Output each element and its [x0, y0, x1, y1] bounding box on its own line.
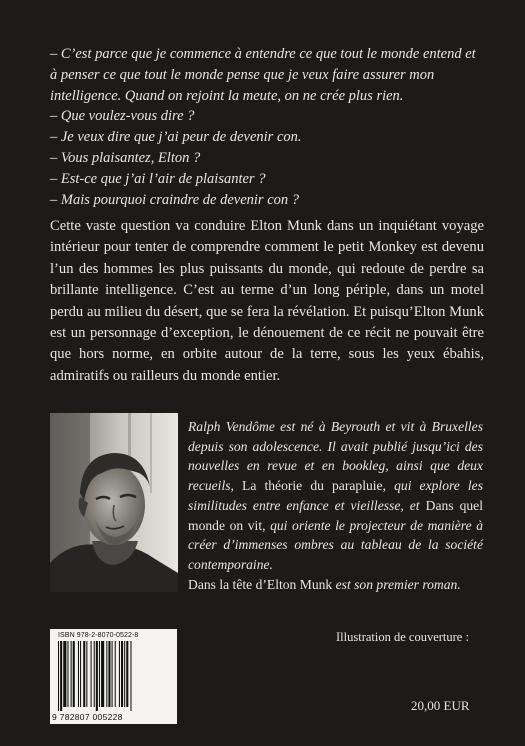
dialogue-line: – Est-ce que j’ai l’air de plaisanter ?	[50, 170, 266, 187]
barcode-bar	[96, 641, 98, 711]
barcode-bar	[99, 641, 100, 707]
barcode-bar	[130, 641, 131, 711]
dialogue-line: – Je veux dire que j’ai peur de devenir con.	[50, 129, 302, 146]
dialogue-line: – C’est parce que je commence à entendre ce que tout le monde entend et à penser ce que tout le monde pense que je veux faire assurer mon intelligence. Quand on rejoint la meute, on ne crée plus rien.	[50, 46, 476, 104]
bio-text: qui explore les similitudes entre enfance et vieillesse, et	[188, 478, 484, 513]
bio-text: Ralph Vendôme est né à Beyrouth et vit à Bruxelles depuis son adolescence. Il avait publié jusqu’ici des nouvelles en revue et en bookleg, ainsi que deux recueils,	[188, 419, 483, 494]
bio-text: est son premier roman.	[335, 576, 461, 592]
barcode-digits: 9 782807 005228	[52, 712, 123, 722]
dialogue-line: – Vous plaisantez, Elton ?	[50, 149, 201, 166]
barcode-bar	[58, 641, 59, 711]
summary-text: Cette vaste question va conduire Elton Munk dans un inquiétant voyage intérieur pour tenter de comprendre comment le petit Monkey est devenu l’un des hommes les plus puissants du monde, qui redoute de perdre sa brillante intelligence. C’est au terme d’un long périple, dans un motel perdu au milieu du désert, que se fera la révélation. Et puisqu’Elton Munk est un personnage d’exception, le dénouement de ce récit ne pouvait être que hors norme, en orbite autour de la terre, sous les yeux ébahis, admiratifs ou railleurs du monde entier.	[50, 218, 484, 384]
barcode-bar	[83, 641, 85, 707]
barcode-bar	[94, 641, 95, 707]
book-title: Dans quel monde on vit,	[188, 497, 483, 533]
barcode-bar	[91, 641, 92, 707]
barcode-bar	[101, 641, 104, 707]
dialogue-excerpt	[50, 44, 482, 210]
barcode-bar	[126, 641, 128, 707]
book-title: Dans la tête d’Elton Munk	[188, 576, 333, 592]
barcode-bar	[124, 641, 125, 707]
barcode-bar	[63, 641, 66, 707]
cover-credit: Illustration de couverture :	[336, 630, 469, 644]
barcode-bar	[108, 641, 110, 707]
barcode-bar	[73, 641, 75, 707]
book-title: La théorie du parapluie,	[242, 478, 386, 494]
barcode-bar	[115, 641, 116, 707]
barcode-bar	[86, 641, 87, 707]
barcode-bar	[80, 641, 81, 707]
dialogue-line: – Que voulez-vous dire ?	[50, 108, 195, 125]
barcode-bar	[106, 641, 107, 707]
barcode-bar	[121, 641, 123, 707]
barcode-bars	[58, 641, 170, 711]
bio-text: qui oriente le projecteur de manière à créer d’immenses ombres au tableau de la société contemporaine.	[188, 517, 483, 572]
price: 20,00 EUR	[411, 698, 470, 713]
barcode-bar	[67, 641, 68, 707]
isbn-barcode	[50, 629, 177, 724]
barcode-bar	[60, 641, 62, 711]
barcode-bar	[112, 641, 113, 707]
book-summary	[50, 216, 484, 387]
author-photo	[50, 413, 178, 592]
isbn-label: ISBN 978-2-8070-0522-8	[58, 632, 139, 639]
author-bio	[188, 417, 483, 594]
dialogue-line: – Mais pourquoi craindre de devenir con ?	[50, 191, 300, 208]
barcode-bar	[71, 641, 72, 707]
barcode-bar	[119, 641, 120, 707]
barcode-bar	[78, 641, 79, 707]
